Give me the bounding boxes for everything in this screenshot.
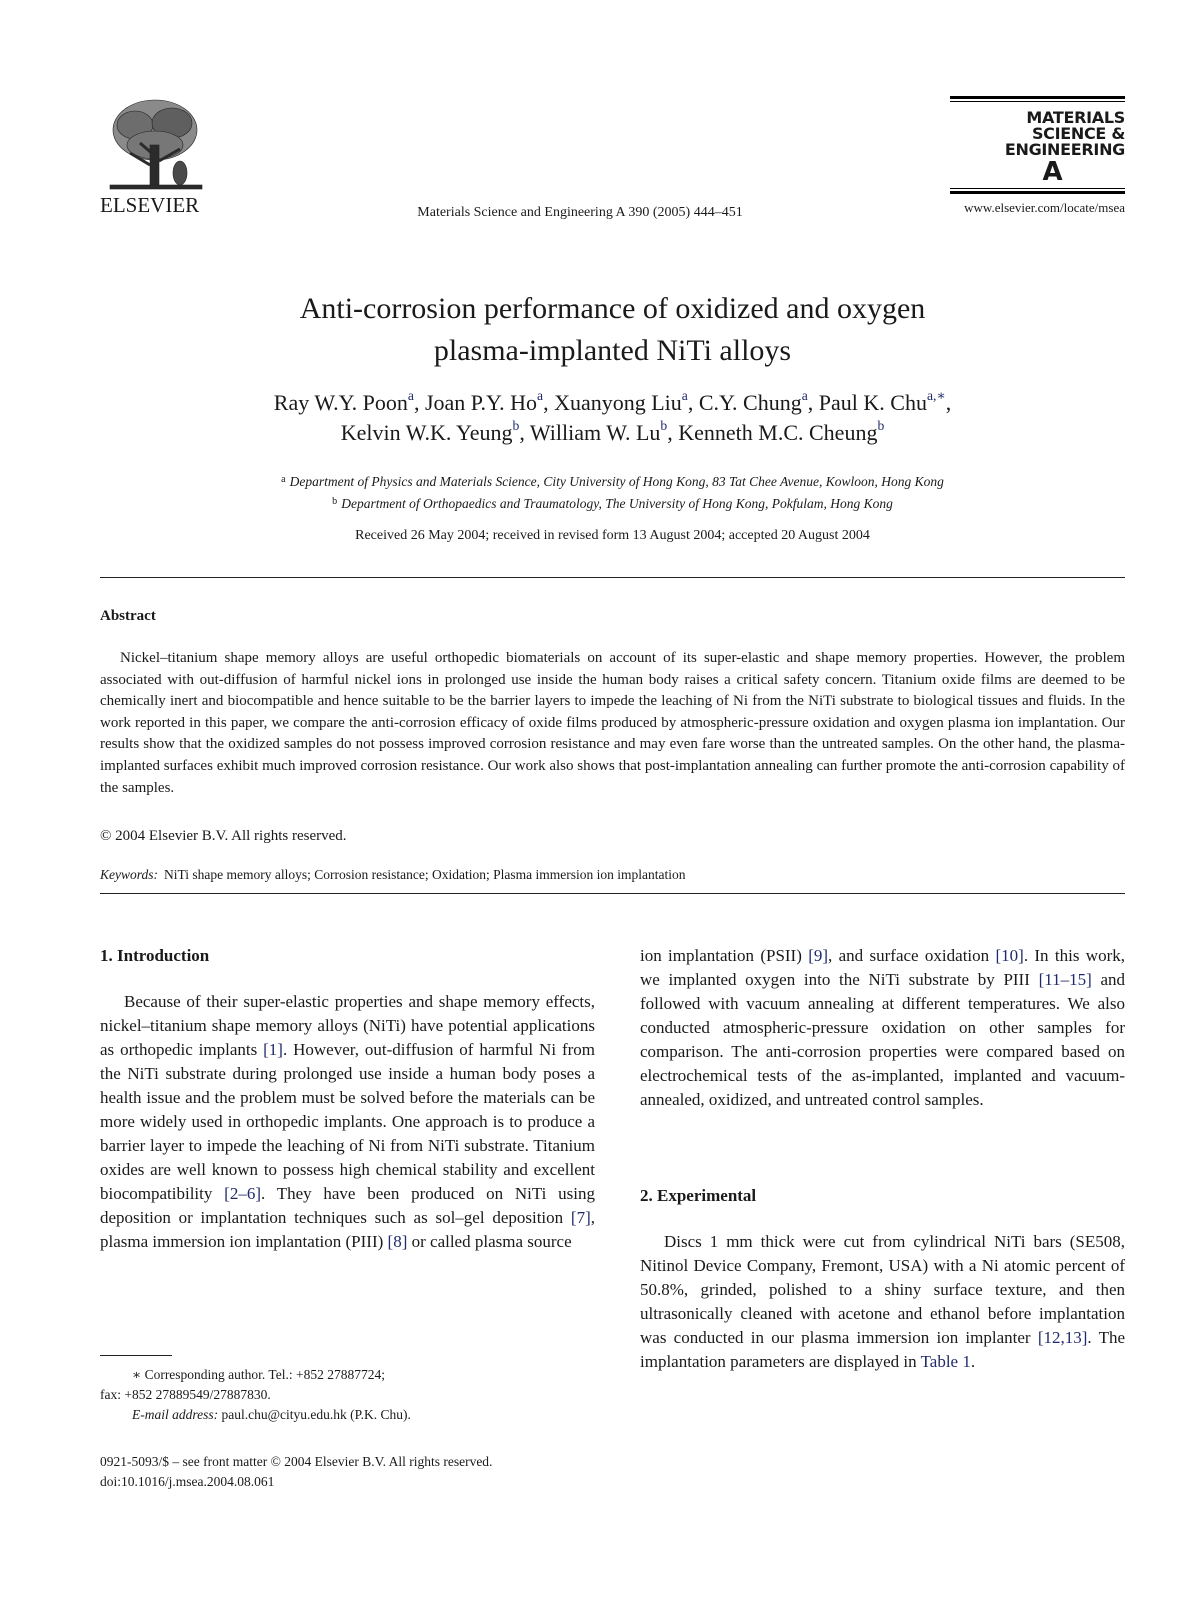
received-dates: Received 26 May 2004; received in revised form 13 August 2004; accepted 20 August 2004 — [355, 528, 870, 543]
citation-link[interactable]: [7] — [570, 1208, 591, 1227]
affiliation-a: $^a$ Department of Physics and Materials Science, City University of Hong Kong, 83 Tat Chee Avenue, Kowloon, Hong Kong — [281, 474, 944, 490]
front-matter — [100, 1452, 492, 1492]
abstract-text: Nickel–titanium shape memory alloys are useful orthopedic biomaterials on account of its super-elastic and shape memory properties. However, the problem associated with out-diffusion of harmful nickel ions in prolonged use inside the human body raises a critical safety concern. Titanium oxide films are deemed to be chemically inert and biocompatible and hence suitable to be the barrier layers to impede the leaching of Ni from the NiTi substrate to biological tissues and fluids. In the work reported in this paper, we compare the anti-corrosion efficacy of oxide films produced by atmospheric-pressure oxidation and oxygen plasma ion implantation. Our results show that the oxidized samples do not possess improved corrosion resistance and may even fare worse than the untreated samples. On the other hand, the plasma-implanted surfaces exhibit much improved corrosion resistance. Our work also shows that post-implantation annealing can further promote the anti-corrosion capability of the samples. — [100, 650, 1125, 796]
author-name: Xuanyong Liu — [554, 390, 682, 415]
keywords — [100, 867, 685, 883]
section-heading: 1. Introduction — [100, 946, 210, 965]
citation-link[interactable]: [9] — [808, 946, 829, 965]
abstract-heading: Abstract — [100, 608, 156, 624]
corresponding-author-footnote: ∗ Corresponding author. Tel.: +852 27887724; fax: +852 27889549/27887830. E-mail address: paul.chu@cityu.edu.hk (P.K. Chu). — [100, 1367, 411, 1422]
paper-title — [100, 288, 1125, 372]
author-list: Ray W.Y. Poon$^a$, Joan P.Y. Ho$^a$, Xuanyong Liu$^a$, C.Y. Chung$^a$, Paul K. Chu$^{a,∗}$, Kelvin W.K. Yeung$^b$, William W. Lu$^b$, Kenneth M.C. Cheung$^b$ — [273, 387, 952, 445]
author-affil-mark[interactable]: a — [681, 387, 688, 403]
introduction-continued: ion implantation (PSII) [9], and surface oxidation [10]. In this work, we implanted oxygen into the NiTi substrate by PIII [11–15] and followed with vacuum annealing at different temperatures. We also conducted atmospheric-pressure oxidation on other samples for comparison. The anti-corrosion properties were compared based on electrochemical tests of the as-implanted, implanted and vacuum-annealed, oxidized, and untreated control samples. — [640, 946, 1125, 1109]
author-name: Joan P.Y. Ho — [424, 390, 537, 415]
author-name: Kenneth M.C. Cheung — [678, 420, 878, 445]
footnote-mark: ∗ — [132, 1367, 142, 1382]
author-affil-mark[interactable]: b — [512, 417, 520, 433]
journal-brand-letter: A — [1042, 157, 1063, 187]
journal-citation: Materials Science and Engineering A 390 (2005) 444–451 — [417, 205, 743, 220]
table-link[interactable]: Table 1 — [920, 1352, 971, 1371]
title-line-1: Anti-corrosion performance of oxidized and oxygen — [299, 292, 926, 325]
author-affil-mark[interactable]: b — [877, 417, 885, 433]
keywords-text: NiTi shape memory alloys; Corrosion resistance; Oxidation; Plasma immersion ion implantation — [164, 867, 686, 882]
publisher-name: ELSEVIER — [100, 193, 200, 217]
journal-brand-line-1: MATERIALS — [1026, 108, 1125, 127]
author-affil-mark[interactable]: a — [537, 387, 544, 403]
issn-line: 0921-5093/$ – see front matter © 2004 Elsevier B.V. All rights reserved. — [100, 1454, 493, 1469]
journal-brand-line-2: SCIENCE & — [1031, 124, 1125, 143]
section-heading: 2. Experimental — [640, 1186, 757, 1205]
affiliations — [100, 470, 1125, 514]
author-name: Kelvin W.K. Yeung — [340, 420, 513, 445]
publisher-logo — [100, 95, 212, 220]
keywords-label: Keywords: — [100, 867, 158, 882]
section-introduction — [100, 944, 595, 1254]
author-affil-mark[interactable]: a — [801, 387, 808, 403]
citation-link[interactable]: [1] — [263, 1040, 283, 1059]
title-line-2: plasma-implanted NiTi alloys — [433, 334, 792, 367]
journal-brand — [950, 96, 1125, 216]
author-name: Paul K. Chu — [818, 390, 927, 415]
abstract-copyright: © 2004 Elsevier B.V. All rights reserved. — [100, 828, 347, 844]
author-name: C.Y. Chung — [698, 390, 802, 415]
citation-link[interactable]: [12,13] — [1037, 1328, 1088, 1347]
citation-link[interactable]: [11–15] — [1038, 970, 1092, 989]
citation-link[interactable]: [8] — [387, 1232, 408, 1251]
email-link[interactable]: paul.chu@cityu.edu.hk (P.K. Chu). — [221, 1407, 411, 1422]
citation-link[interactable]: [10] — [995, 946, 1024, 965]
author-name: William W. Lu — [529, 420, 661, 445]
section-experimental — [640, 1184, 1125, 1374]
journal-url[interactable]: www.elsevier.com/locate/msea — [964, 200, 1125, 215]
experimental-paragraph: Discs 1 mm thick were cut from cylindrical NiTi bars (SE508, Nitinol Device Company, Fremont, USA) with a Ni atomic percent of 50.8%, grinded, polished to a shiny surface texture, and then ultrasonically cleaned with acetone and ethanol before implantation was conducted in our plasma immersion ion implanter [12,13]. The implantation parameters are displayed in Table 1. — [640, 1232, 1125, 1371]
journal-brand-line-3: ENGINEERING — [1004, 140, 1125, 159]
divider — [100, 893, 1125, 894]
affiliation-b: $^b$ Department of Orthopaedics and Traumatology, The University of Hong Kong, Pokfulam, Hong Kong — [332, 496, 893, 512]
author-affil-mark[interactable]: a — [407, 387, 414, 403]
author-affil-mark[interactable]: a,∗ — [926, 387, 946, 403]
citation-link[interactable]: [2–6] — [224, 1184, 261, 1203]
footnote-divider — [100, 1355, 172, 1356]
author-affil-mark[interactable]: b — [660, 417, 668, 433]
intro-paragraph: Because of their super-elastic properties and shape memory effects, nickel–titanium shape memory alloys (NiTi) have potential applications as orthopedic implants [1]. However, out-diffusion of harmful Ni from the NiTi substrate during prolonged use inside a human body poses a health issue and the problem must be solved before the materials can be more widely used in orthopedic implants. One approach is to produce a barrier layer to impede the leaching of Ni from NiTi substrate. Titanium oxides are well known to possess high chemical stability and excellent biocompatibility [2–6]. They have been produced on NiTi using deposition or implantation techniques such as sol–gel deposition [7], plasma immersion ion implantation (PIII) [8] or called plasma source — [100, 992, 596, 1251]
doi-line[interactable]: doi:10.1016/j.msea.2004.08.061 — [100, 1474, 275, 1489]
divider — [100, 577, 1125, 578]
author-name: Ray W.Y. Poon — [273, 390, 408, 415]
